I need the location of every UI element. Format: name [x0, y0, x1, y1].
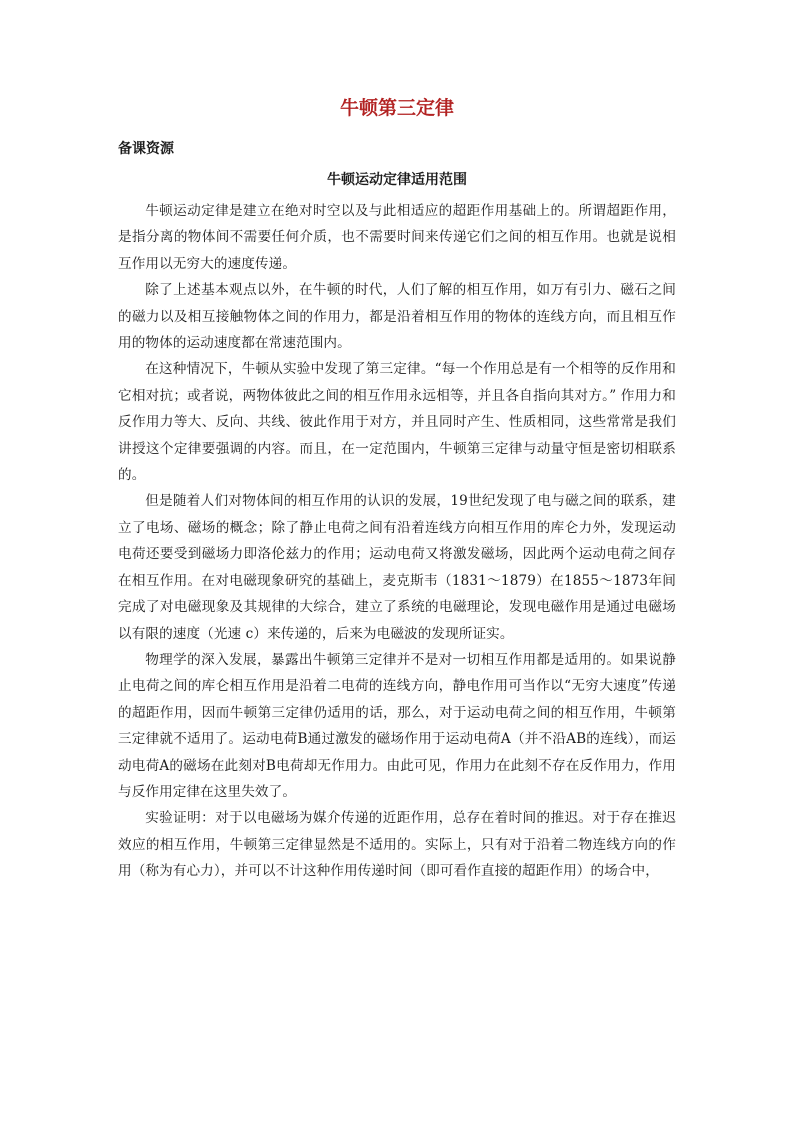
paragraph-3: 在这种情况下，牛顿从实验中发现了第三定律。“每一个作用总是有一个相等的反作用和它相对抗；或者说，两物体彼此之间的相互作用永远相等，并且各自指向其对方。” 作用力和反作用力等大、反向、共线、彼此作用于对方，并且同时产生、性质相同，这些常常是我们讲授这个定律要强调的内容。而且，在一定范围内，牛顿第三定律与动量守恒是密切相联系的。	[118, 361, 676, 484]
document-title: 牛顿第三定律	[339, 97, 454, 119]
section-heading: 备课资源	[118, 141, 174, 157]
paragraph-6: 实验证明：对于以电磁场为媒介传递的近距作用，总存在着时间的推迟。对于存在推迟效应的相互作用，牛顿第三定律显然是不适用的。实际上，只有对于沿着二物连线方向的作用（称为有心力），并可以不计这种作用传递时间（即可看作直接的超距作用）的场合中，	[118, 810, 676, 880]
paragraph-1: 牛顿运动定律是建立在绝对时空以及与此相适应的超距作用基础上的。所谓超距作用，是指分离的物体间不需要任何介质，也不需要时间来传递它们之间的相互作用。也就是说相互作用以无穷大的速度传递。	[118, 203, 676, 272]
article-body	[118, 198, 676, 885]
paragraph-2: 除了上述基本观点以外，在牛顿的时代，人们了解的相互作用，如万有引力、磁石之间的磁力以及相互接触物体之间的作用力，都是沿着相互作用的物体的连线方向，而且相互作用的物体的运动速度都在常速范围内。	[118, 282, 676, 352]
article-subtitle: 牛顿运动定律适用范围	[327, 172, 467, 188]
paragraph-5: 物理学的深入发展，暴露出牛顿第三定律并不是对一切相互作用都是适用的。如果说静止电荷之间的库仑相互作用是沿着二电荷的连线方向，静电作用可当作以“无穷大速度”传递的超距作用，因而牛顿第三定律仍适用的话，那么，对于运动电荷之间的相互作用，牛顿第三定律就不适用了。运动电荷B通过激发的磁场作用于运动电荷A（并不沿AB的连线），而运动电荷A的磁场在此刻对B电荷却无作用力。由此可见，作用力在此刻不存在反作用力，作用与反作用定律在这里失效了。	[118, 651, 676, 800]
paragraph-4: 但是随着人们对物体间的相互作用的认识的发展，19世纪发现了电与磁之间的联系，建立了电场、磁场的概念；除了静止电荷之间有沿着连线方向相互作用的库仑力外，发现运动电荷还要受到磁场力即洛伦兹力的作用；运动电荷又将激发磁场，因此两个运动电荷之间存在相互作用。在对电磁现象研究的基础上，麦克斯韦（1831～1879）在1855～1873年间完成了对电磁现象及其规律的大综合，建立了系统的电磁理论，发现电磁作用是通过电磁场以有限的速度（光速 c）来传递的，后来为电磁波的发现所证实。	[118, 493, 676, 642]
